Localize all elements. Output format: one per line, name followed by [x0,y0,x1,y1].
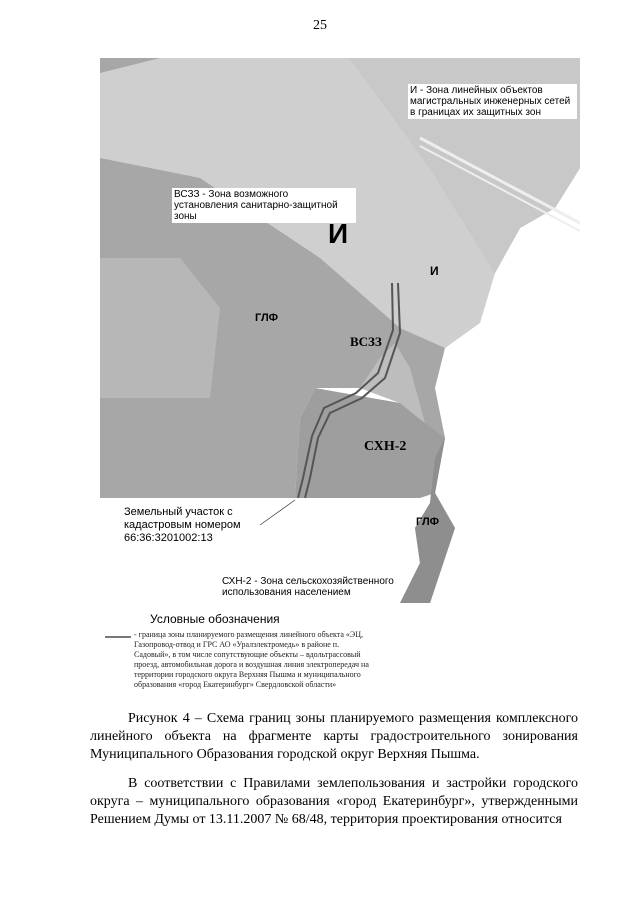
legend-line-symbol [105,636,131,638]
legend-title: Условные обозначения [150,612,280,626]
land-plot-label: Земельный участок с кадастровым номером 66:36:3201002:13 [124,506,241,544]
zoning-map [100,58,580,603]
i-zone-legend-box: И - Зона линейных объектов магистральных инженерных сетей в границах их защитных зон [408,84,577,119]
zone-shn2-label: СХН-2 [364,439,407,454]
figure-caption [90,710,578,764]
vszz-legend-box: ВСЗЗ - Зона возможного установления санитарно-защитной зоны [172,188,356,223]
zone-i-big-label: И [328,218,349,249]
zone-glf-label: ГЛФ [255,312,279,324]
zone-vszz-label: ВСЗЗ [350,334,382,349]
body-text: В соответствии с Правилами землепользования и застройки городского округа – муниципального образования «город Екатеринбург», утвержденными Решением Думы от 13.11.2007 № 68/48, территория проектирования относится [90,776,578,827]
page-number: 25 [313,18,327,33]
legend-item-text: - граница зоны планируемого размещения линейного объекта «ЭЦ, Газопровод-отвод и ГРС АО «Уралэлектромедь» в районе п. Садовый», в том числе сопутствующие объекты – вдольтрассовый проезд, автомобильная дорога и воздушная линия электропередач на территории городского округа Верхняя Пышма и муниципального образования «город Екатеринбург» Свердловской области» [134,630,369,689]
zone-glf-lower-label: ГЛФ [416,516,440,528]
shn2-legend-label: СХН-2 - Зона сельскохозяйственного использования населением [222,576,394,598]
zone-i-small-label: И [430,264,439,278]
body-paragraph [90,775,578,829]
caption-text: Рисунок 4 – Схема границ зоны планируемого размещения комплексного линейного объекта на фрагменте карты градостроительного зонирования Муниципального Образования городской округ Верхняя Пышма. [90,711,578,762]
